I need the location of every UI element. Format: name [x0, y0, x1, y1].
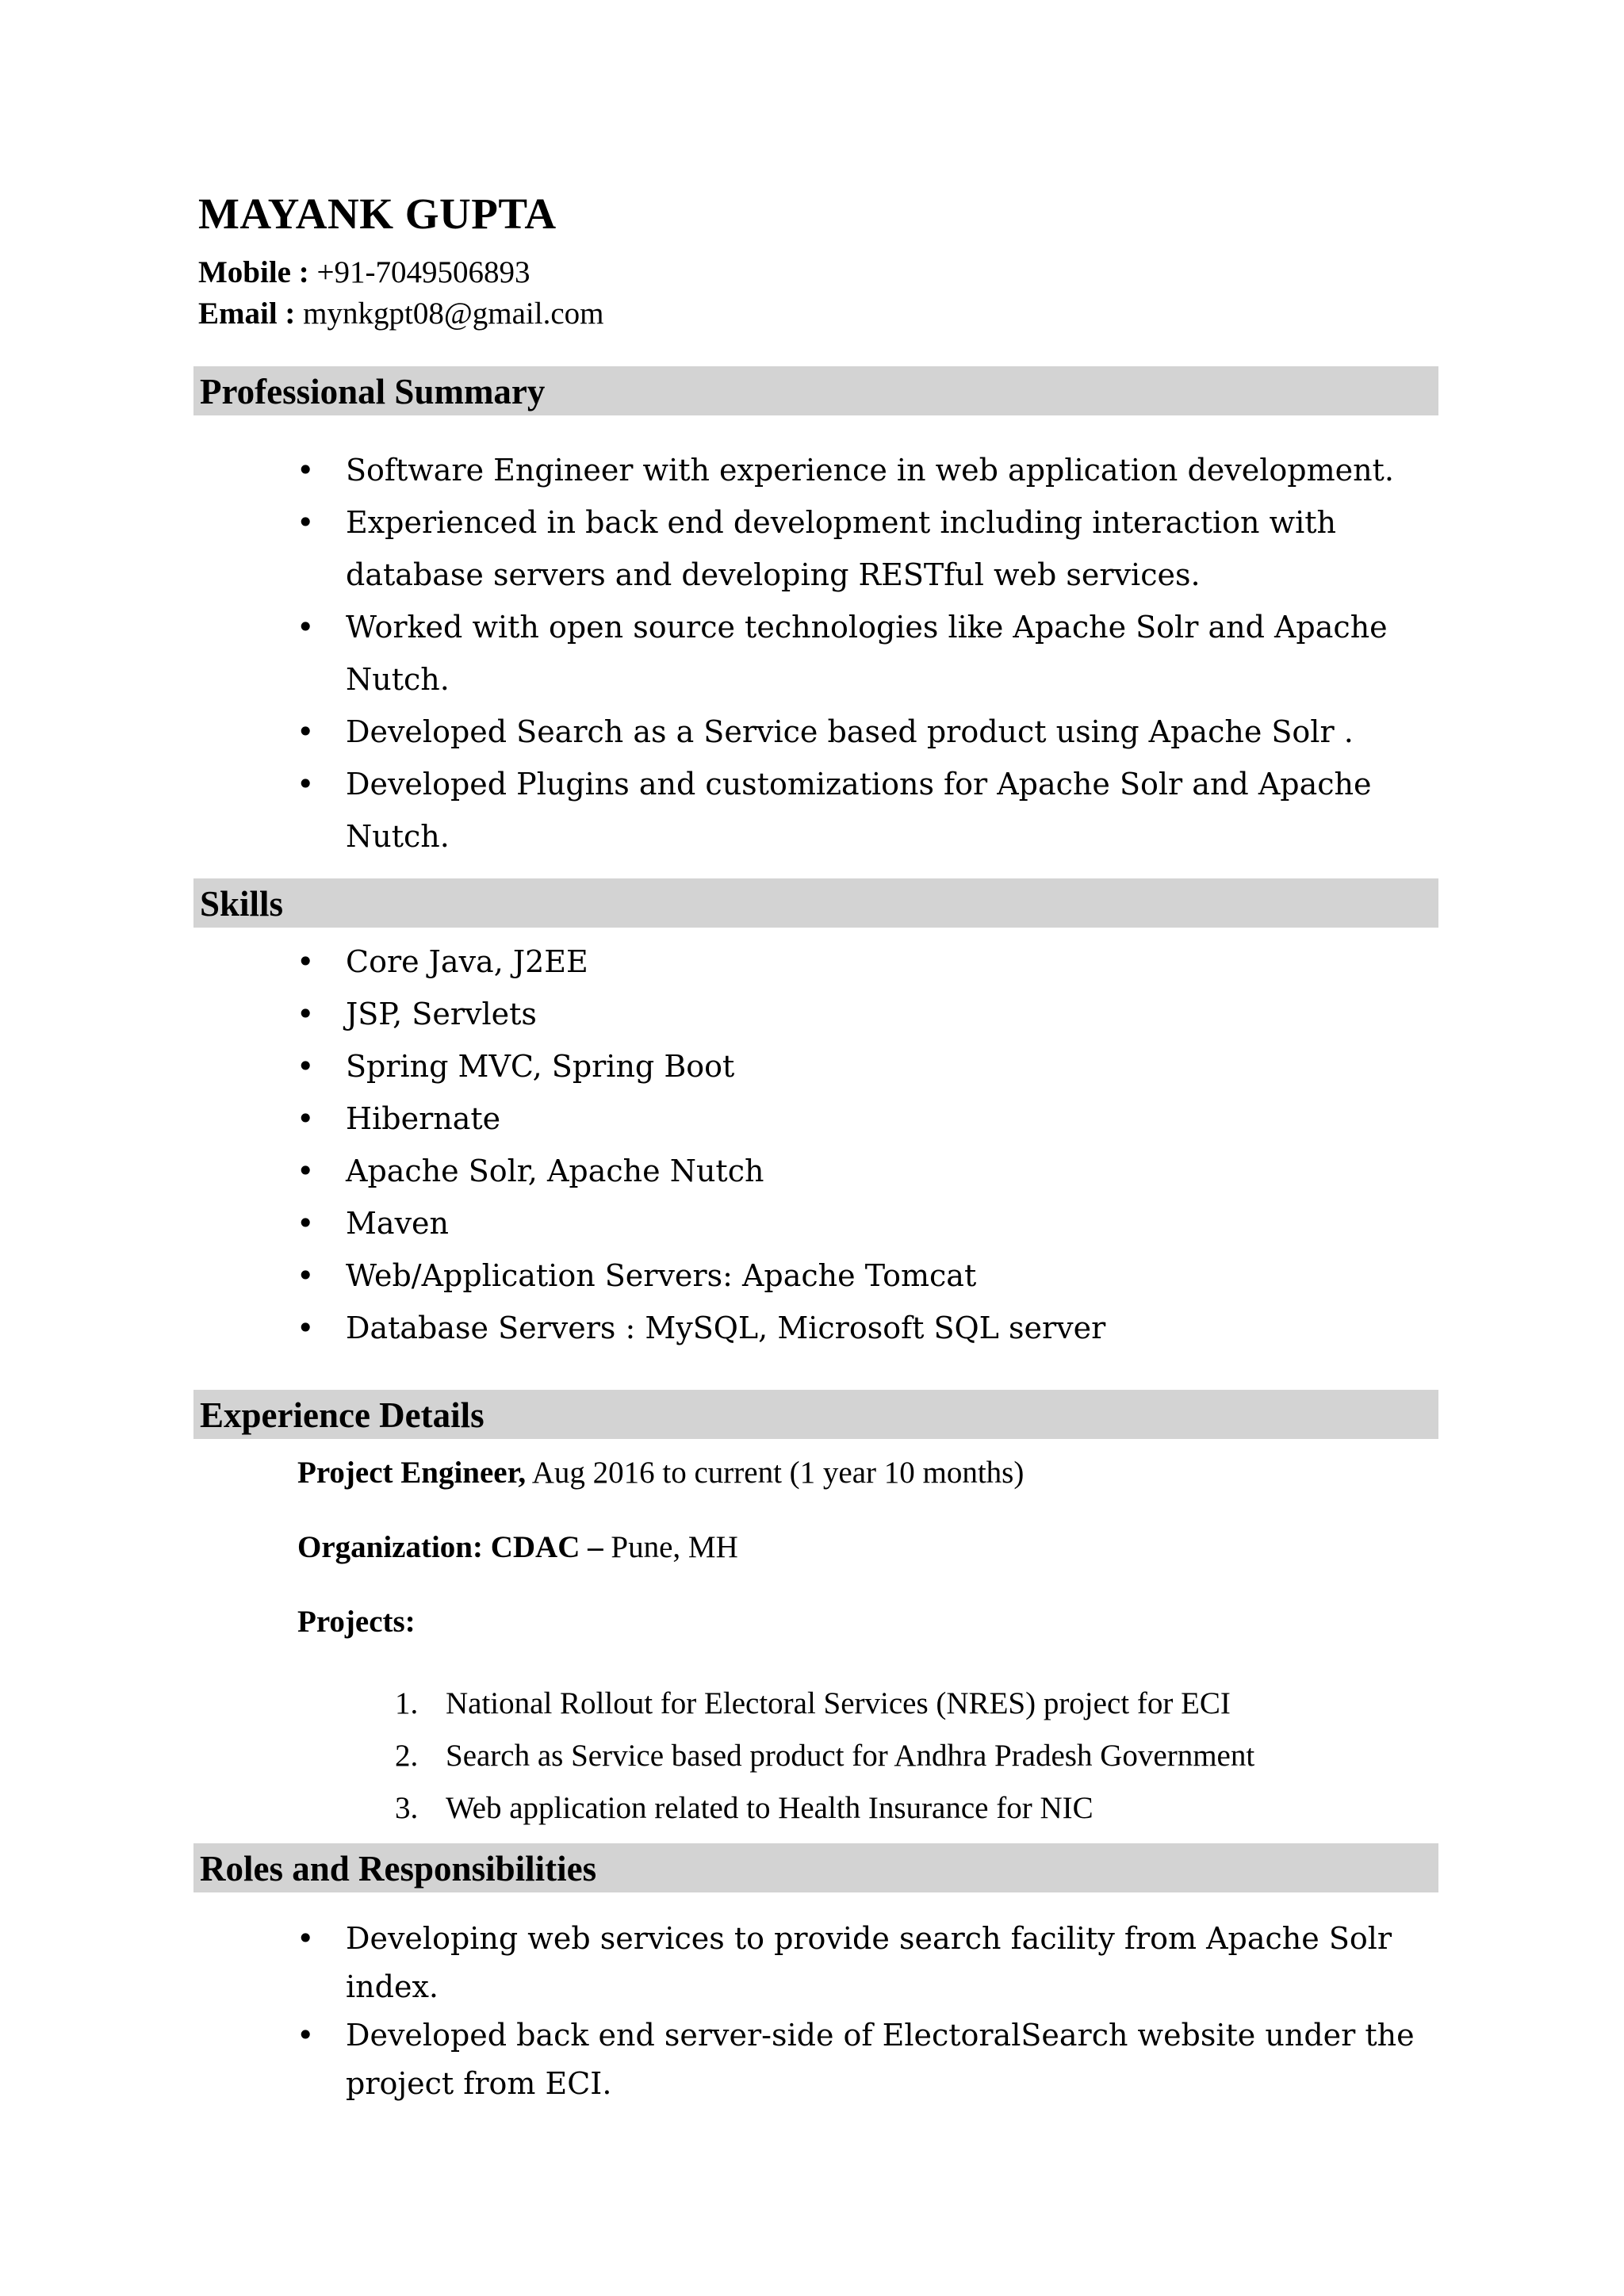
section-title: Roles and Responsibilities: [200, 1849, 597, 1888]
mobile-line: [198, 257, 530, 288]
section-header-roles-and-responsibilities: [193, 1843, 1438, 1892]
section-title: Professional Summary: [200, 372, 546, 411]
section-header-professional-summary: [193, 366, 1438, 415]
list-item-text: Worked with open source technologies like Apache Solr and Apache Nutch.: [346, 610, 1388, 697]
project-item: [0, 1782, 1397, 1835]
list-item-text: Developed Plugins and customizations for Apache Solr and Apache Nutch.: [346, 767, 1372, 854]
list-item-text: Developing web services to provide search facility from Apache Solr index.: [346, 1921, 1392, 2004]
role-title: Project Engineer,: [297, 1456, 527, 1490]
organization-name: Organization: CDAC: [297, 1530, 580, 1564]
list-item: [0, 601, 1440, 706]
list-item-text: Apache Solr, Apache Nutch: [346, 1154, 764, 1188]
list-item-text: Developed Search as a Service based product using Apache Solr .: [346, 714, 1354, 749]
summary-list: [0, 444, 1440, 863]
bullet-icon: •: [297, 453, 315, 488]
role-period: Aug 2016 to current (1 year 10 months): [531, 1456, 1025, 1490]
bullet-icon: •: [297, 1311, 315, 1345]
list-item: [0, 936, 1440, 988]
list-item-text: Maven: [346, 1206, 449, 1241]
email-label: Email :: [198, 297, 296, 331]
list-item: [0, 1197, 1440, 1249]
list-item: [0, 758, 1440, 863]
project-text: National Rollout for Electoral Services (NRES) project for ECI: [446, 1686, 1231, 1720]
list-item: [0, 988, 1440, 1040]
project-number: 2.: [395, 1739, 419, 1773]
section-title: Experience Details: [200, 1395, 485, 1435]
project-item: [0, 1678, 1397, 1730]
bullet-icon: •: [297, 767, 315, 802]
section-header-skills: [193, 878, 1438, 928]
experience-role-line: [297, 1457, 1024, 1488]
bullet-icon: •: [297, 1049, 315, 1084]
bullet-icon: •: [297, 997, 315, 1031]
list-item-text: JSP, Servlets: [346, 997, 537, 1031]
bullet-icon: •: [297, 944, 315, 979]
projects-heading: [297, 1606, 416, 1637]
bullet-icon: •: [297, 1258, 315, 1293]
project-text: Web application related to Health Insurance for NIC: [446, 1791, 1094, 1825]
skills-list: [0, 936, 1440, 1354]
bullet-icon: •: [297, 1921, 315, 1956]
list-item-text: Experienced in back end development including interaction with database servers and developing RESTful web services.: [346, 505, 1337, 592]
project-number: 3.: [395, 1791, 419, 1825]
bullet-icon: •: [297, 1206, 315, 1241]
list-item: [0, 1093, 1440, 1145]
list-item: [0, 1915, 1440, 2011]
bullet-icon: •: [297, 1101, 315, 1136]
roles-list: [0, 1915, 1440, 2108]
bullet-icon: •: [297, 505, 315, 540]
bullet-icon: •: [297, 1154, 315, 1188]
list-item: [0, 1145, 1440, 1197]
experience-organization-line: [297, 1532, 738, 1563]
list-item-text: Spring MVC, Spring Boot: [346, 1049, 735, 1084]
list-item-text: Hibernate: [346, 1101, 501, 1136]
bullet-icon: •: [297, 610, 315, 645]
section-header-experience-details: [193, 1390, 1438, 1439]
projects-label: Projects:: [297, 1605, 416, 1639]
list-item: [0, 1302, 1440, 1354]
bullet-icon: •: [297, 714, 315, 749]
organization-location: Pune, MH: [611, 1530, 738, 1564]
project-text: Search as Service based product for Andhra Pradesh Government: [446, 1739, 1255, 1773]
mobile-value: +91-7049506893: [316, 255, 530, 289]
list-item: [0, 2011, 1440, 2108]
email-value: mynkgpt08@gmail.com: [303, 297, 604, 331]
list-item: [0, 706, 1440, 758]
section-title: Skills: [200, 884, 284, 924]
list-item: [0, 496, 1440, 601]
list-item: [0, 1040, 1440, 1093]
list-item: [0, 1249, 1440, 1302]
project-number: 1.: [395, 1686, 419, 1720]
list-item-text: Web/Application Servers: Apache Tomcat: [346, 1258, 977, 1293]
list-item-text: Software Engineer with experience in web application development.: [346, 453, 1394, 488]
email-line: [198, 298, 603, 329]
bullet-icon: •: [297, 2018, 315, 2053]
projects-list: [0, 1678, 1397, 1835]
list-item-text: Core Java, J2EE: [346, 944, 588, 979]
project-item: [0, 1730, 1397, 1782]
list-item-text: Database Servers : MySQL, Microsoft SQL server: [346, 1311, 1106, 1345]
mobile-label: Mobile :: [198, 255, 309, 289]
candidate-name: MAYANK GUPTA: [198, 189, 557, 238]
list-item: [0, 444, 1440, 496]
list-item-text: Developed back end server-side of ElectoralSearch website under the project from ECI.: [346, 2018, 1415, 2101]
organization-dash: –: [588, 1530, 603, 1564]
